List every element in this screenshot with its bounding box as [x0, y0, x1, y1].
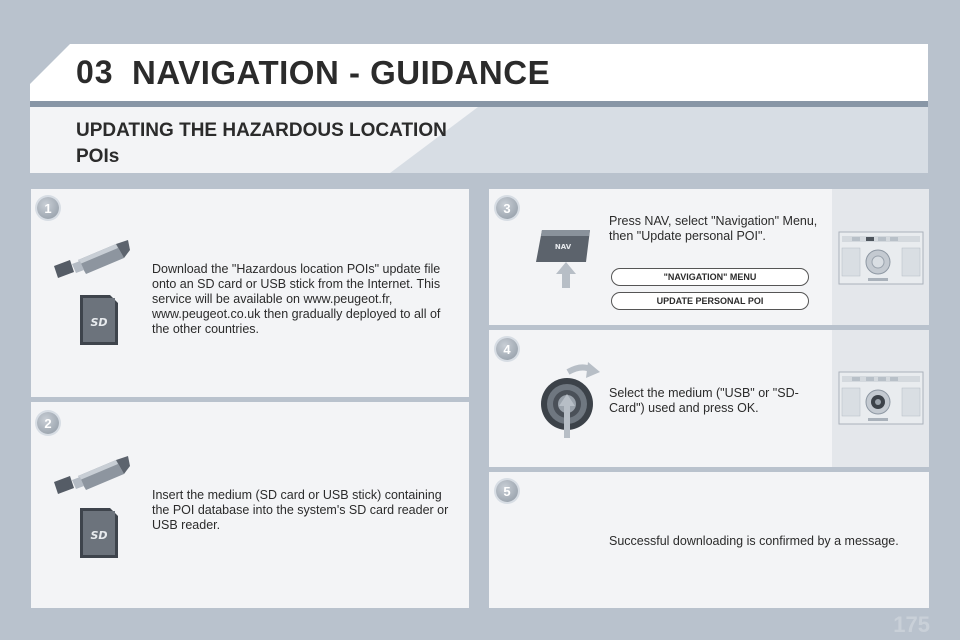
chapter-number: 03 [76, 54, 114, 90]
step-5-text: Successful downloading is confirmed by a message. [609, 534, 899, 548]
step-2-text: Insert the medium (SD card or USB stick) containing the POI database into the system's SD card reader or USB reader. [152, 488, 449, 532]
page-number: 175 [893, 612, 930, 637]
step-4-badge: 4 [496, 338, 518, 360]
radio-unit-icon [838, 366, 924, 430]
menu-item-navigation: "NAVIGATION" MENU [611, 268, 809, 286]
svg-text:SD: SD [90, 529, 108, 542]
step-3-text: Press NAV, select "Navigation" Menu, then "Update personal POI". [609, 214, 818, 243]
menu-item-update-personal-poi: UPDATE PERSONAL POI [611, 292, 809, 310]
step-5-badge: 5 [496, 480, 518, 502]
step-4-text: Select the medium ("USB" or "SD-Card") used and press OK. [609, 386, 799, 415]
step-1-text: Download the "Hazardous location POIs" update file onto an SD card or USB stick from the Internet. This service will be available on www.peugeot.fr, www.peugeot.co.uk then gradually deployed to all of the other countries. [152, 262, 441, 336]
rotary-knob-icon [538, 356, 600, 442]
nav-button-label: NAV [554, 243, 572, 251]
section-title: UPDATING THE HAZARDOUS LOCATION POIs [76, 120, 447, 167]
sd-card-icon [80, 508, 118, 558]
svg-text:SD: SD [90, 316, 108, 329]
page-title: NAVIGATION - GUIDANCE [132, 54, 551, 91]
step-2-badge: 2 [37, 412, 59, 434]
radio-unit-icon [838, 226, 924, 290]
step-3-badge: 3 [496, 197, 518, 219]
usb-stick-icon [52, 454, 132, 498]
sd-card-icon [80, 295, 118, 345]
usb-stick-icon [52, 238, 132, 282]
nav-button-icon [534, 226, 596, 290]
step-1-badge: 1 [37, 197, 59, 219]
